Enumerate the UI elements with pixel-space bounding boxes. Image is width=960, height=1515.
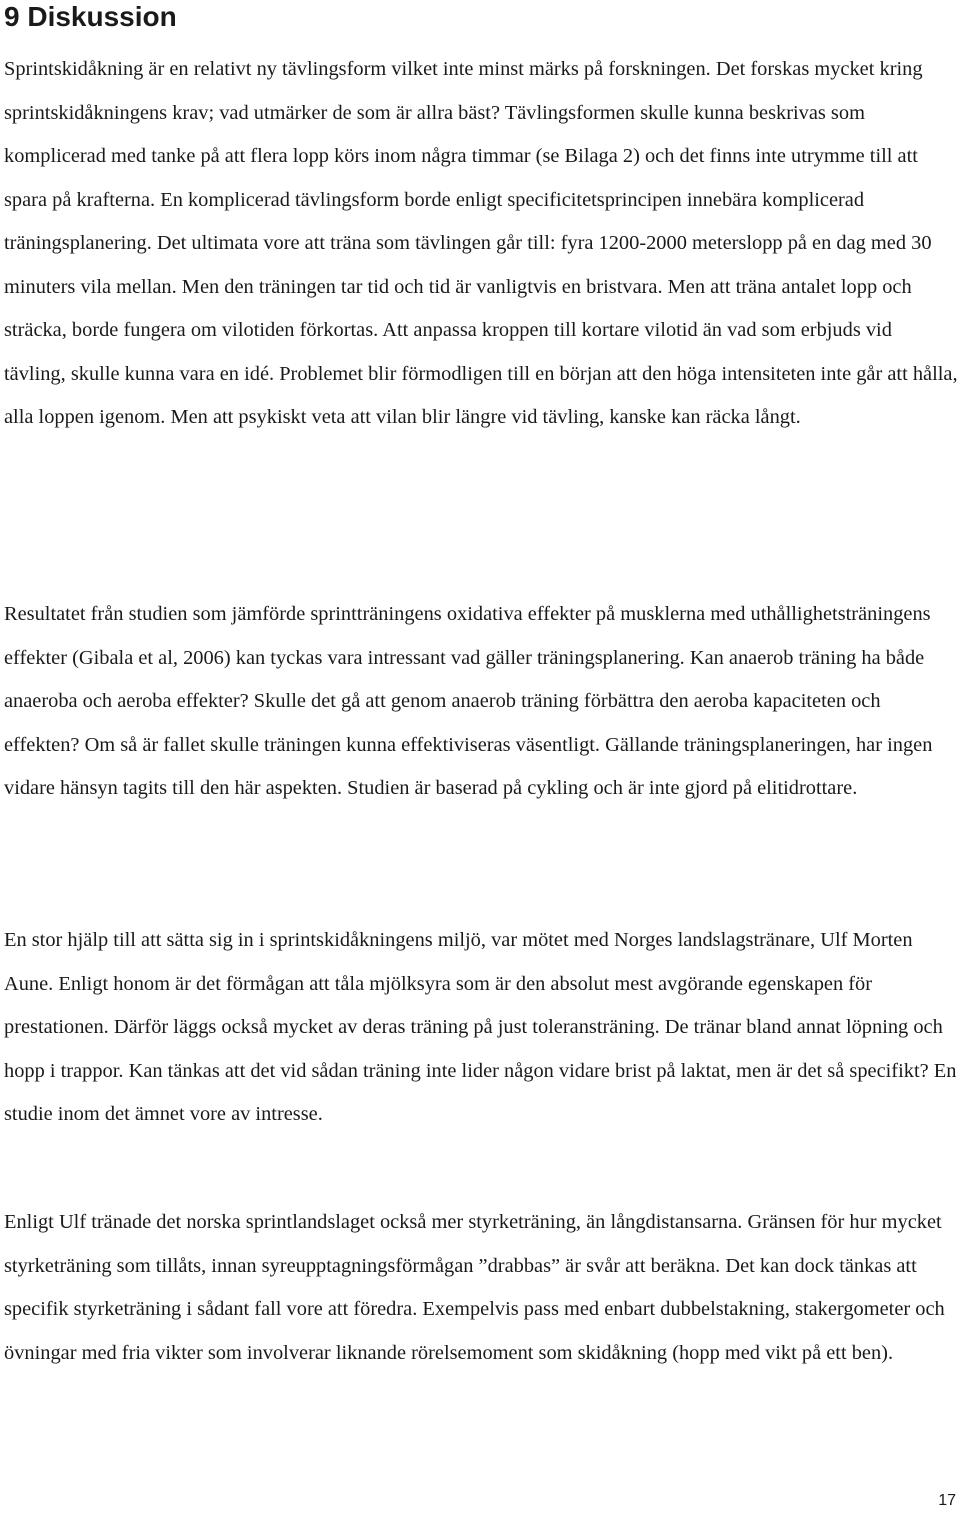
paragraph-study-results: Resultatet från studien som jämförde sprintträningens oxidativa effekter på musklerna med uthållighetsträningens effekter (Gibala et al, 2006) kan tyckas vara intressant vad gäller träningsplanering. Kan anaerob träning ha både anaeroba och aeroba effekter? Skulle det gå att genom anaerob träning förbättra den aeroba kapaciteten och effekten? Om så är fallet skulle träningen kunna effektiviseras väsentligt. Gällande träningsplaneringen, har ingen vidare hänsyn tagits till den här aspekten. Studien är baserad på cykling och är inte gjord på elitidrottare. (4, 603, 933, 799)
page-number: 17 (938, 1492, 956, 1509)
document-page (4, 0, 958, 1364)
paragraph-strength-training: Enligt Ulf tränade det norska sprintlandslaget också mer styrketräning, än långdistansarna. Gränsen för hur mycket styrketräning som tillåts, innan syreupptagningsförmågan ”drabbas” är svår att beräkna. Det kan dock tänkas att specifik styrketräning i sådant fall vore att föredra. Exempelvis pass med enbart dubbelstakning, stakergometer och övningar med fria vikter som involverar liknande rörelsemoment som skidåkning (hopp med vikt på ett ben). (4, 1211, 945, 1364)
paragraph-sprint-competition: Sprintskidåkning är en relativt ny tävlingsform vilket inte minst märks på forskningen. Det forskas mycket kring sprintskidåkningens krav; vad utmärker de som är allra bäst? Tävlingsformen skulle kunna beskrivas som komplicerad med tanke på att flera lopp körs inom några timmar (se Bilaga 2) och det finns inte utrymme till att spara på krafterna. En komplicerad tävlingsform borde enligt specificitetsprincipen innebära komplicerad träningsplanering. Det ultimata vore att träna som tävlingen går till: fyra 1200-2000 meterslopp på en dag med 30 minuters vila mellan. Men den träningen tar tid och tid är vanligtvis en bristvara. Men att träna antalet lopp och sträcka, borde fungera om vilotiden förkortas. Att anpassa kroppen till kortare vilotid än vad som erbjuds vid tävling, skulle kunna vara en idé. Problemet blir förmodligen till en början att den höga intensiteten inte går att hålla, alla loppen igenom. Men att psykiskt veta att vilan blir längre vid tävling, kanske kan räcka långt. (4, 58, 958, 428)
section-heading: 9 Diskussion (4, 1, 177, 32)
paragraph-norway-coach: En stor hjälp till att sätta sig in i sprintskidåkningens miljö, var mötet med Norges landslagstränare, Ulf Morten Aune. Enligt honom är det förmågan att tåla mjölksyra som är den absolut mest avgörande egenskapen för prestationen. Därför läggs också mycket av deras träning på just toleransträning. De tränar bland annat löpning och hopp i trappor. Kan tänkas att det vid sådan träning inte lider någon vidare brist på laktat, men är det så specifikt? En studie inom det ämnet vore av intresse. (4, 929, 957, 1125)
